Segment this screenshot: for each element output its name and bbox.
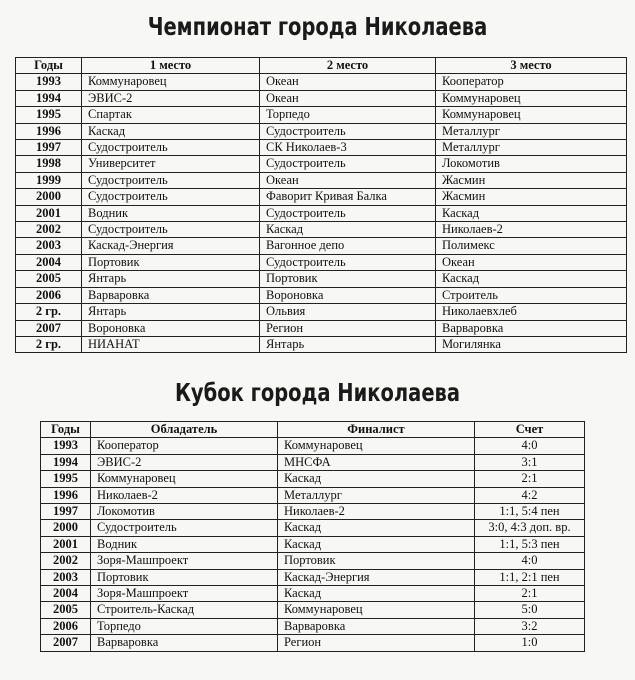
second-place-cell: Фаворит Кривая Балка [260, 189, 436, 205]
score-cell: 4:0 [475, 553, 585, 569]
first-place-cell: Каскад [82, 123, 260, 139]
second-place-cell: Океан [260, 74, 436, 90]
second-place-cell: Торпедо [260, 107, 436, 123]
score-cell: 1:1, 5:3 пен [475, 536, 585, 552]
finalist-cell: Каскад [278, 536, 475, 552]
year-cell: 2000 [41, 520, 91, 536]
finalist-cell: Регион [278, 635, 475, 651]
third-place-cell: Полимекс [436, 238, 627, 254]
year-cell: 2004 [16, 254, 82, 270]
year-cell: 2004 [41, 586, 91, 602]
first-place-cell: Спартак [82, 107, 260, 123]
header-finalist: Финалист [278, 422, 475, 438]
second-place-cell: Судостроитель [260, 123, 436, 139]
year-cell: 2003 [16, 238, 82, 254]
finalist-cell: Коммунаровец [278, 602, 475, 618]
year-cell: 2005 [41, 602, 91, 618]
cup-title: Кубок города Николаева [174, 378, 461, 407]
header-score: Счет [475, 422, 585, 438]
third-place-cell: Локомотив [436, 156, 627, 172]
cup-header-row [41, 422, 585, 438]
header-years: Годы [41, 422, 91, 438]
winner-cell: Локомотив [91, 504, 278, 520]
year-cell: 2002 [41, 553, 91, 569]
first-place-cell: НИАНАТ [82, 336, 260, 352]
finalist-cell: Портовик [278, 553, 475, 569]
third-place-cell: Строитель [436, 287, 627, 303]
table-row [41, 536, 585, 552]
table-row [41, 454, 585, 470]
third-place-cell: Каскад [436, 205, 627, 221]
score-cell: 2:1 [475, 586, 585, 602]
table-row [16, 287, 627, 303]
table-row [16, 90, 627, 106]
header-winner: Обладатель [91, 422, 278, 438]
year-cell: 1994 [16, 90, 82, 106]
second-place-cell: Вагонное депо [260, 238, 436, 254]
first-place-cell: Каскад-Энергия [82, 238, 260, 254]
first-place-cell: Варваровка [82, 287, 260, 303]
year-cell: 2001 [41, 536, 91, 552]
second-place-cell: Океан [260, 172, 436, 188]
finalist-cell: Каскад [278, 586, 475, 602]
first-place-cell: Портовик [82, 254, 260, 270]
table-row [16, 304, 627, 320]
score-cell: 3:2 [475, 618, 585, 634]
year-cell: 2 гр. [16, 336, 82, 352]
score-cell: 3:0, 4:3 доп. вр. [475, 520, 585, 536]
first-place-cell: Судостроитель [82, 140, 260, 156]
first-place-cell: Коммунаровец [82, 74, 260, 90]
second-place-cell: Каскад [260, 222, 436, 238]
table-row [16, 238, 627, 254]
third-place-cell: Жасмин [436, 172, 627, 188]
score-cell: 5:0 [475, 602, 585, 618]
year-cell: 2006 [41, 618, 91, 634]
year-cell: 2 гр. [16, 304, 82, 320]
winner-cell: Варваровка [91, 635, 278, 651]
table-row [16, 107, 627, 123]
first-place-cell: Университет [82, 156, 260, 172]
second-place-cell: Судостроитель [260, 254, 436, 270]
year-cell: 1993 [41, 438, 91, 454]
finalist-cell: Каскад [278, 520, 475, 536]
table-row [16, 123, 627, 139]
year-cell: 2000 [16, 189, 82, 205]
table-row [41, 487, 585, 503]
first-place-cell: Судостроитель [82, 172, 260, 188]
winner-cell: Судостроитель [91, 520, 278, 536]
table-row [16, 205, 627, 221]
championship-table [15, 57, 627, 353]
first-place-cell: Водник [82, 205, 260, 221]
table-row [41, 635, 585, 651]
third-place-cell: Коммунаровец [436, 107, 627, 123]
score-cell: 4:0 [475, 438, 585, 454]
header-second-place: 2 место [260, 58, 436, 74]
third-place-cell: Океан [436, 254, 627, 270]
table-row [16, 320, 627, 336]
first-place-cell: ЭВИС-2 [82, 90, 260, 106]
championship-header-row [16, 58, 627, 74]
third-place-cell: Николаев-2 [436, 222, 627, 238]
year-cell: 2005 [16, 271, 82, 287]
third-place-cell: Жасмин [436, 189, 627, 205]
header-first-place: 1 место [82, 58, 260, 74]
year-cell: 2002 [16, 222, 82, 238]
year-cell: 2007 [41, 635, 91, 651]
third-place-cell: Металлург [436, 140, 627, 156]
winner-cell: Николаев-2 [91, 487, 278, 503]
second-place-cell: Судостроитель [260, 205, 436, 221]
winner-cell: Зоря-Машпроект [91, 586, 278, 602]
finalist-cell: Металлург [278, 487, 475, 503]
year-cell: 2003 [41, 569, 91, 585]
second-place-cell: СК Николаев-3 [260, 140, 436, 156]
third-place-cell: Кооператор [436, 74, 627, 90]
finalist-cell: Каскад-Энергия [278, 569, 475, 585]
score-cell: 3:1 [475, 454, 585, 470]
second-place-cell: Янтарь [260, 336, 436, 352]
finalist-cell: Варваровка [278, 618, 475, 634]
first-place-cell: Судостроитель [82, 222, 260, 238]
table-row [16, 222, 627, 238]
score-cell: 1:1, 5:4 пен [475, 504, 585, 520]
year-cell: 1997 [16, 140, 82, 156]
winner-cell: Водник [91, 536, 278, 552]
year-cell: 1999 [16, 172, 82, 188]
header-third-place: 3 место [436, 58, 627, 74]
winner-cell: Портовик [91, 569, 278, 585]
second-place-cell: Вороновка [260, 287, 436, 303]
second-place-cell: Судостроитель [260, 156, 436, 172]
winner-cell: Торпедо [91, 618, 278, 634]
year-cell: 1997 [41, 504, 91, 520]
year-cell: 1996 [16, 123, 82, 139]
year-cell: 2006 [16, 287, 82, 303]
finalist-cell: Коммунаровец [278, 438, 475, 454]
second-place-cell: Портовик [260, 271, 436, 287]
table-row [16, 74, 627, 90]
first-place-cell: Янтарь [82, 304, 260, 320]
finalist-cell: Николаев-2 [278, 504, 475, 520]
table-row [16, 172, 627, 188]
score-cell: 4:2 [475, 487, 585, 503]
third-place-cell: Металлург [436, 123, 627, 139]
score-cell: 2:1 [475, 471, 585, 487]
table-row [41, 569, 585, 585]
year-cell: 2007 [16, 320, 82, 336]
third-place-cell: Коммунаровец [436, 90, 627, 106]
table-row [41, 520, 585, 536]
first-place-cell: Судостроитель [82, 189, 260, 205]
winner-cell: Кооператор [91, 438, 278, 454]
header-years: Годы [16, 58, 82, 74]
third-place-cell: Варваровка [436, 320, 627, 336]
second-place-cell: Регион [260, 320, 436, 336]
year-cell: 1995 [41, 471, 91, 487]
table-row [16, 189, 627, 205]
cup-table [40, 421, 585, 652]
table-row [16, 140, 627, 156]
second-place-cell: Океан [260, 90, 436, 106]
table-row [41, 553, 585, 569]
score-cell: 1:1, 2:1 пен [475, 569, 585, 585]
year-cell: 1994 [41, 454, 91, 470]
table-row [41, 471, 585, 487]
table-row [16, 271, 627, 287]
third-place-cell: Могилянка [436, 336, 627, 352]
year-cell: 1995 [16, 107, 82, 123]
first-place-cell: Вороновка [82, 320, 260, 336]
finalist-cell: Каскад [278, 471, 475, 487]
third-place-cell: Каскад [436, 271, 627, 287]
year-cell: 1996 [41, 487, 91, 503]
table-row [41, 504, 585, 520]
winner-cell: ЭВИС-2 [91, 454, 278, 470]
third-place-cell: Николаевхлеб [436, 304, 627, 320]
table-row [16, 156, 627, 172]
winner-cell: Коммунаровец [91, 471, 278, 487]
table-row [41, 618, 585, 634]
year-cell: 2001 [16, 205, 82, 221]
second-place-cell: Ольвия [260, 304, 436, 320]
winner-cell: Зоря-Машпроект [91, 553, 278, 569]
winner-cell: Строитель-Каскад [91, 602, 278, 618]
table-row [41, 602, 585, 618]
championship-title: Чемпионат города Николаева [147, 12, 488, 41]
table-row [16, 254, 627, 270]
table-row [41, 586, 585, 602]
score-cell: 1:0 [475, 635, 585, 651]
year-cell: 1998 [16, 156, 82, 172]
finalist-cell: МНСФА [278, 454, 475, 470]
table-row [16, 336, 627, 352]
year-cell: 1993 [16, 74, 82, 90]
table-row [41, 438, 585, 454]
first-place-cell: Янтарь [82, 271, 260, 287]
